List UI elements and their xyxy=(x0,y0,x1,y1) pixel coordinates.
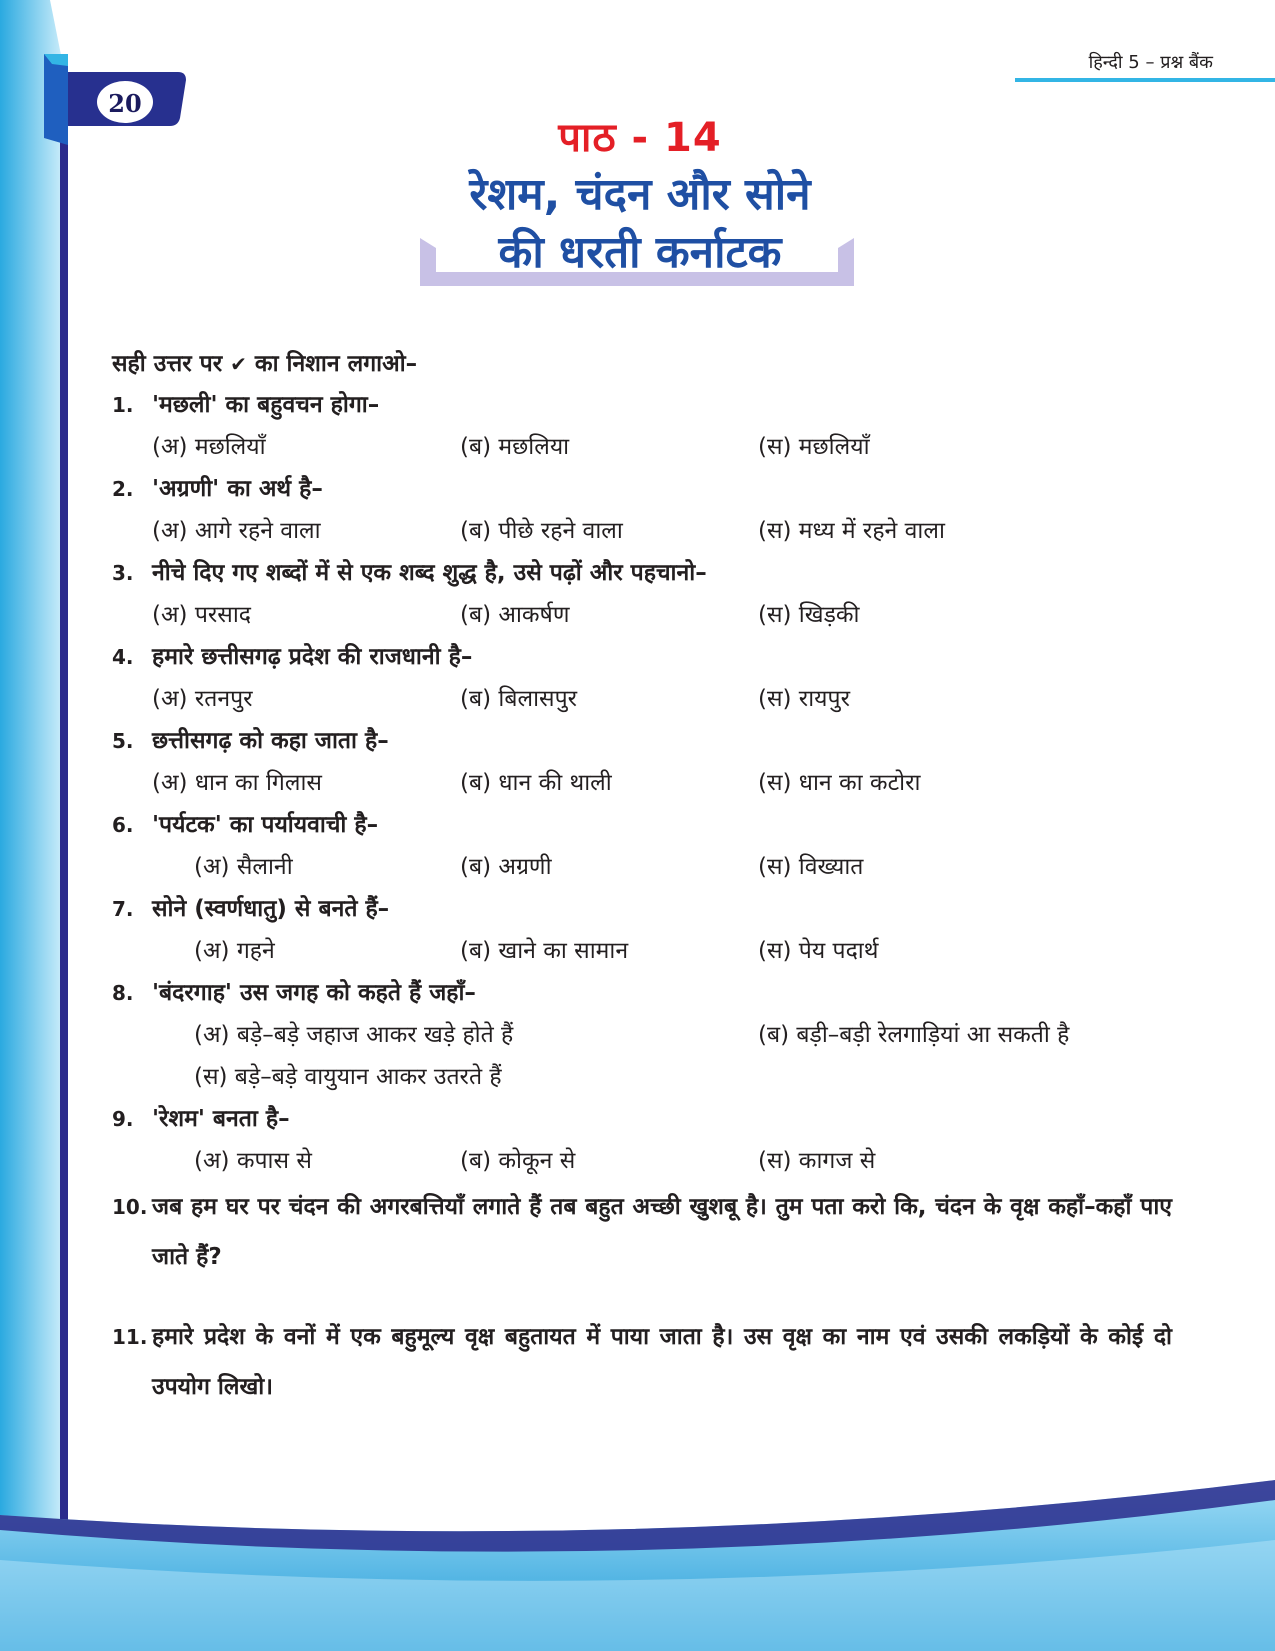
question-text: हमारे प्रदेश के वनों में एक बहुमूल्य वृक्ष बहुतायत में पाया जाता है। उस वृक्ष का नाम एवं उसकी लकड़ियों के कोई दो उपयोग लिखो। xyxy=(152,1324,1172,1400)
question-number: 6. xyxy=(112,813,134,837)
question-number: 2. xyxy=(112,477,134,501)
option-c[interactable]: (स) धान का कटोरा xyxy=(758,770,921,796)
option-c[interactable]: (स) खिड़की xyxy=(758,602,860,628)
option-c[interactable]: (स) मध्य में रहने वाला xyxy=(758,518,945,544)
question-text: जब हम घर पर चंदन की अगरबत्तियाँ लगाते हैं तब बहुत अच्छी खुशबू है। तुम पता करो कि, चंदन के वृक्ष कहाँ–कहाँ पाए जाते हैं? xyxy=(152,1194,1172,1270)
option-c[interactable]: (स) बड़े–बड़े वायुयान आकर उतरते हैं xyxy=(194,1064,502,1090)
question-number: 1. xyxy=(112,393,134,417)
lesson-title-line-2: की धरती कर्नाटक xyxy=(498,227,782,278)
options-8-row-1 xyxy=(112,1014,1172,1056)
question-text: छत्तीसगढ़ को कहा जाता है– xyxy=(152,728,389,754)
instruction-after: का निशान लगाओ– xyxy=(254,351,418,377)
question-8 xyxy=(112,972,1172,1014)
question-3 xyxy=(112,552,1172,594)
option-b[interactable]: (ब) पीछे रहने वाला xyxy=(460,518,623,544)
option-a[interactable]: (अ) बड़े–बड़े जहाज आकर खड़े होते हैं xyxy=(194,1022,514,1048)
options-2 xyxy=(112,510,1172,552)
header-rule xyxy=(1015,78,1275,82)
option-b[interactable]: (ब) बिलासपुर xyxy=(460,686,578,712)
option-b[interactable]: (ब) बड़ी–बड़ी रेलगाड़ियां आ सकती है xyxy=(758,1022,1070,1048)
instruction-before: सही उत्तर पर xyxy=(112,351,223,377)
question-text: 'रेशम' बनता है– xyxy=(152,1106,290,1132)
question-text: सोने (स्वर्णधातु) से बनते हैं– xyxy=(152,896,390,922)
options-8-row-2 xyxy=(112,1056,1172,1098)
book-header: हिन्दी 5 – प्रश्न बैंक xyxy=(1088,52,1213,73)
option-b[interactable]: (ब) मछलिया xyxy=(460,434,570,460)
question-5 xyxy=(112,720,1172,762)
question-number: 3. xyxy=(112,561,134,585)
question-text: हमारे छत्तीसगढ़ प्रदेश की राजधानी है– xyxy=(152,644,473,670)
option-a[interactable]: (अ) गहने xyxy=(194,938,275,964)
question-text: 'पर्यटक' का पर्यायवाची है– xyxy=(152,812,379,838)
question-11 xyxy=(112,1312,1172,1412)
question-number: 10. xyxy=(112,1195,148,1219)
option-b[interactable]: (ब) धान की थाली xyxy=(460,770,612,796)
options-7 xyxy=(112,930,1172,972)
option-b[interactable]: (ब) आकर्षण xyxy=(460,602,570,628)
option-a[interactable]: (अ) धान का गिलास xyxy=(152,770,322,796)
option-c[interactable]: (स) मछलियाँ xyxy=(758,434,870,460)
question-text: 'अग्रणी' का अर्थ है– xyxy=(152,476,323,502)
lesson-title-block xyxy=(360,110,920,282)
question-10 xyxy=(112,1182,1172,1282)
option-b[interactable]: (ब) अग्रणी xyxy=(460,854,552,880)
options-5 xyxy=(112,762,1172,804)
question-text: 'मछली' का बहुवचन होगा– xyxy=(152,392,380,418)
question-number: 5. xyxy=(112,729,134,753)
page-number: 20 xyxy=(108,89,142,118)
question-2 xyxy=(112,468,1172,510)
options-6 xyxy=(112,846,1172,888)
question-number: 7. xyxy=(112,897,134,921)
question-list xyxy=(112,344,1172,1412)
options-9 xyxy=(112,1140,1172,1182)
option-a[interactable]: (अ) कपास से xyxy=(194,1148,312,1174)
lesson-title-line-1: रेशम, चंदन और सोने xyxy=(469,169,811,220)
question-number: 8. xyxy=(112,981,134,1005)
option-b[interactable]: (ब) कोकून से xyxy=(460,1148,576,1174)
lesson-number: पाठ - 14 xyxy=(558,115,722,161)
option-a[interactable]: (अ) परसाद xyxy=(152,602,252,628)
options-1 xyxy=(112,426,1172,468)
instruction xyxy=(112,344,1172,384)
option-c[interactable]: (स) विख्यात xyxy=(758,854,864,880)
option-c[interactable]: (स) रायपुर xyxy=(758,686,850,712)
question-9 xyxy=(112,1098,1172,1140)
option-a[interactable]: (अ) मछलियाँ xyxy=(152,434,266,460)
question-number: 9. xyxy=(112,1107,134,1131)
question-text: नीचे दिए गए शब्दों में से एक शब्द शुद्ध है, उसे पढ़ों और पहचानो– xyxy=(152,560,707,586)
question-4 xyxy=(112,636,1172,678)
option-a[interactable]: (अ) सैलानी xyxy=(194,854,293,880)
option-c[interactable]: (स) कागज से xyxy=(758,1148,876,1174)
question-6 xyxy=(112,804,1172,846)
question-number: 4. xyxy=(112,645,134,669)
check-mark-icon: ✔ xyxy=(230,352,247,376)
options-4 xyxy=(112,678,1172,720)
question-1 xyxy=(112,384,1172,426)
option-a[interactable]: (अ) रतनपुर xyxy=(152,686,253,712)
option-b[interactable]: (ब) खाने का सामान xyxy=(460,938,629,964)
question-number: 11. xyxy=(112,1325,148,1349)
option-c[interactable]: (स) पेय पदार्थ xyxy=(758,938,879,964)
question-text: 'बंदरगाह' उस जगह को कहते हैं जहाँ– xyxy=(152,980,476,1006)
options-3 xyxy=(112,594,1172,636)
question-7 xyxy=(112,888,1172,930)
option-a[interactable]: (अ) आगे रहने वाला xyxy=(152,518,321,544)
